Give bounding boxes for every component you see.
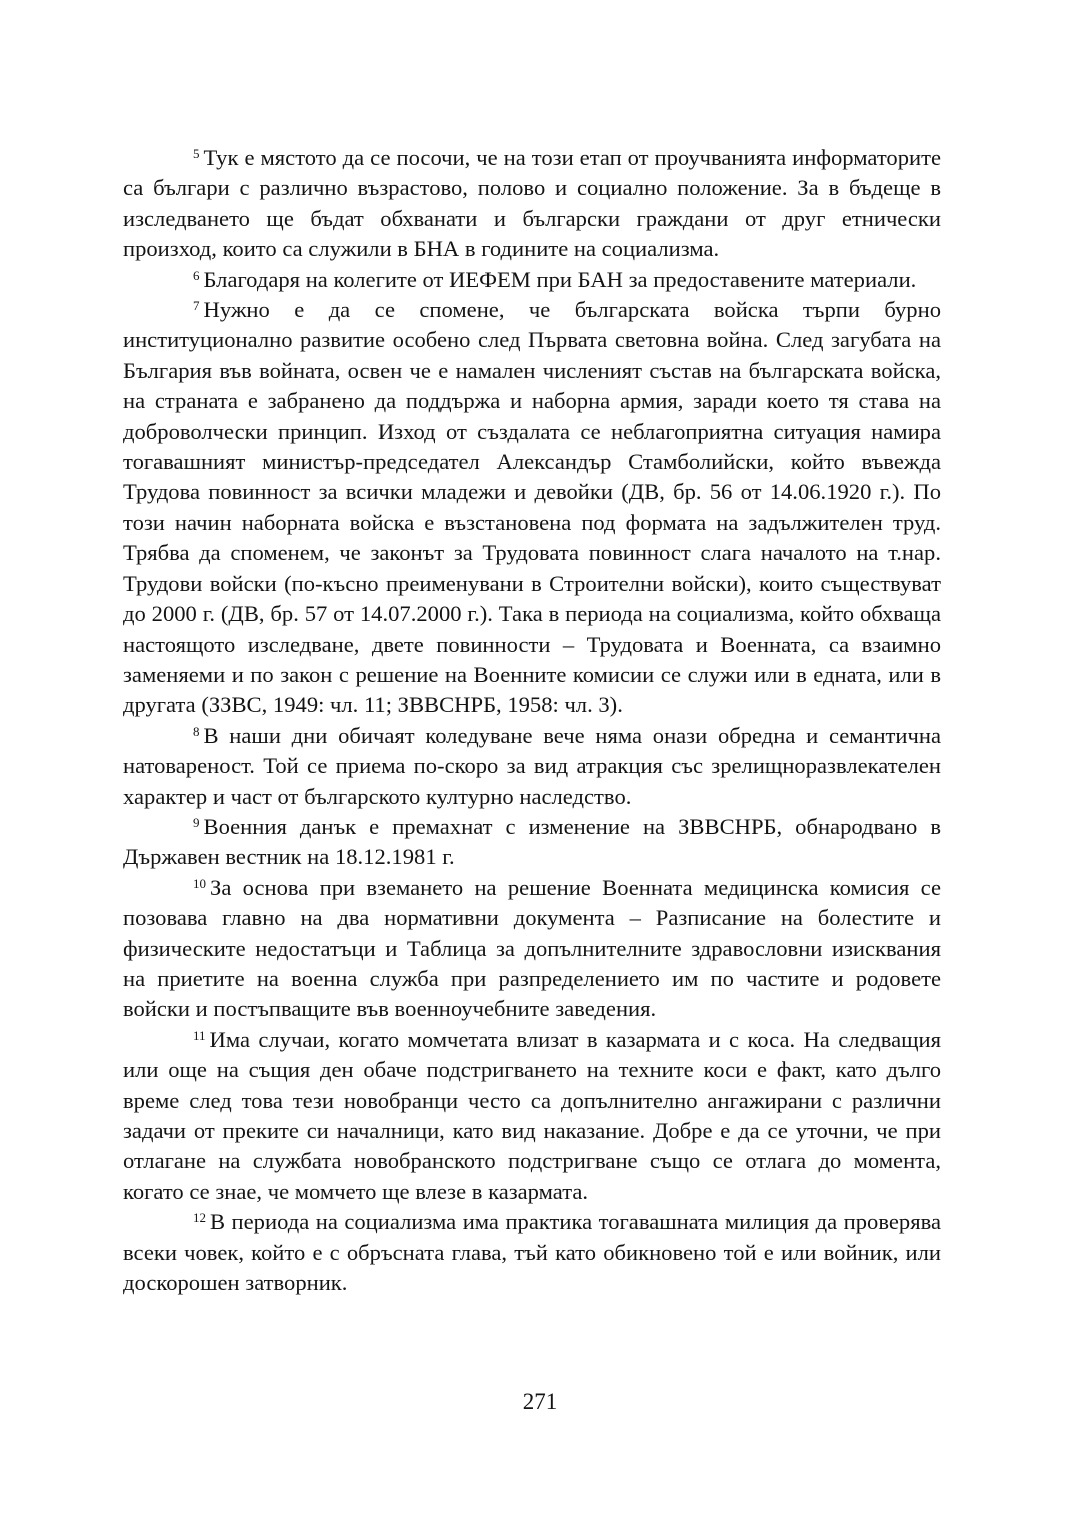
page-number: 271: [522, 1389, 558, 1414]
footnote-text: Благодаря на колегите от ИЕФЕМ при БАН за предоставените материали.: [203, 266, 917, 292]
footnote-marker: 12: [193, 1210, 206, 1226]
footnote-marker: 9: [193, 814, 200, 830]
footnote-6: [123, 265, 941, 295]
footnote-text: За основа при вземането на решение Военната медицинска комисия се позовава главно на два нормативни документа – Разписание на болестите и физическите недостатъци и Таблица за допълнителните здравословни изисквания на приетите на военна служба при разпределението им по частите и родовете войски и постъпващите във военноучебните заведения.: [123, 874, 941, 1022]
footnote-12: [123, 1207, 941, 1298]
footnote-marker: 10: [193, 875, 206, 891]
footnote-marker: 8: [193, 723, 200, 739]
footnote-9: [123, 812, 941, 873]
footnote-marker: 5: [193, 146, 200, 161]
footnote-text: В периода на социализма има практика тогавашната милиция да проверява всеки човек, който е с обръсната глава, тъй като обикновено той е или войник, или доскорошен затворник.: [123, 1209, 941, 1296]
footnote-marker: 11: [193, 1027, 206, 1043]
footnote-5: [123, 143, 941, 265]
footnote-8: [123, 721, 941, 812]
footnote-7: [123, 295, 941, 721]
footnote-10: [123, 873, 941, 1025]
footnotes-section: [123, 143, 941, 1298]
footnote-text: В наши дни обичаят коледуване вече няма онази обредна и семантична натовареност. Той се приема по-скоро за вид атракция със зрелищноразвлекателен характер и част от българското културно наследство.: [123, 722, 941, 809]
footnote-marker: 7: [193, 298, 200, 314]
footnote-text: Има случаи, когато момчетата влизат в казармата и с коса. На следващия или още на същия ден обаче подстригването на техните коси е факт, като дълго време след това тези новобранци често са допълнително ангажирани с различни задачи от преките си началници, като вид наказание. Добре е да се уточни, че при отлагане на службата новобранското подстригване също се отлага до момента, когато се знае, че момчето ще влезе в казармата.: [123, 1026, 941, 1204]
footnote-text: Тук е мястото да се посочи, че на този етап от проучванията информаторите са българи с различно възрастово, полово и социално положение. За в бъдеще в изследването ще бъдат обхванати и български граждани от друг етнически произход, които са служили в БНА в годините на социализма.: [123, 145, 941, 262]
footnote-marker: 6: [193, 267, 200, 283]
footnote-text: Военния данък е премахнат с изменение на ЗВВСНРБ, обнародвано в Държавен вестник на 18.12.1981 г.: [123, 813, 941, 870]
footnote-11: [123, 1025, 941, 1207]
footnote-text: Нужно е да се спомене, че българската войска търпи бурно институционално развитие особено след Първата световна война. След загубата на България във войната, освен че е намален численият състав на българската войска, на страната е забранено да поддържа и наборна армия, заради което тя става на доброволчески принцип. Изход от създалата се неблагоприятна ситуация намира тогавашният министър-председател Александър Стамболийски, който въвежда Трудова повинност за всички младежи и девойки (ДВ, бр. 56 от 14.06.1920 г.). По този начин наборната войска е възстановена под формата на задължителен труд. Трябва да споменем, че законът за Трудовата повинност слага началото на т.нар. Трудови войски (по-късно преименувани в Строителни войски), които съществуват до 2000 г. (ДВ, бр. 57 от 14.07.2000 г.). Така в периода на социализма, който обхваща настоящото изследване, двете повинности – Трудовата и Военната, са взаимно заменяеми и по закон с решение на Военните комисии се служи или в едната, или в другата (ЗЗВС, 1949: чл. 11; ЗВВСНРБ, 1958: чл. 3).: [123, 297, 941, 718]
